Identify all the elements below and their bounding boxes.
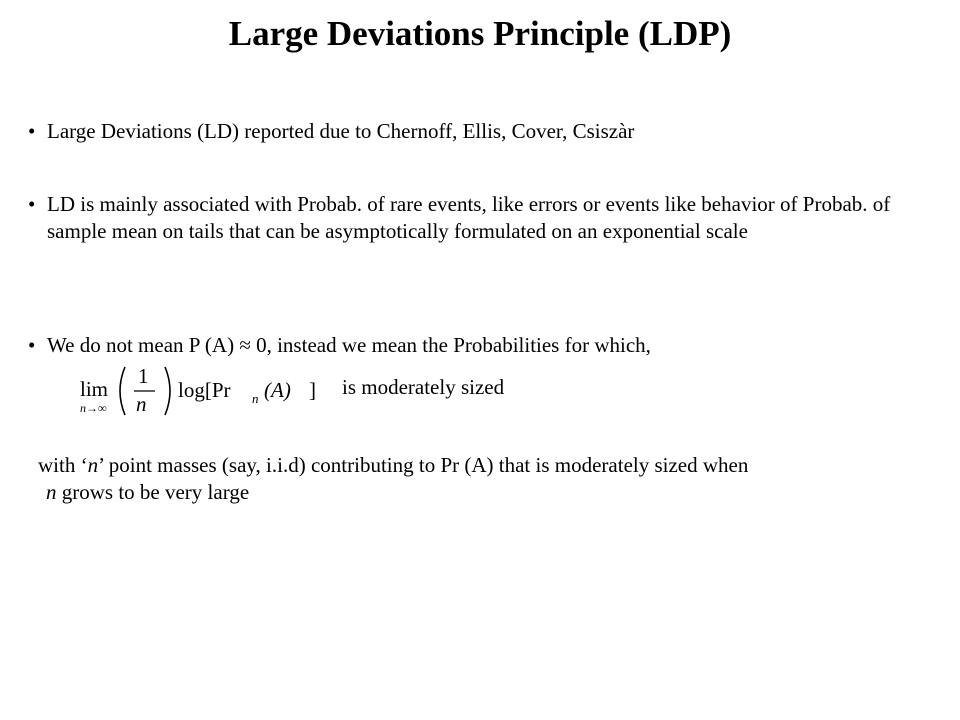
- formula-right-paren: [165, 367, 170, 415]
- formula-denominator: n: [136, 392, 147, 416]
- formula-event: (A): [264, 378, 291, 402]
- bullet-dot: •: [28, 119, 36, 143]
- formula-tail-text: is moderately sized: [342, 375, 505, 399]
- bullet-text: LD is mainly associated with Probab. of rare events, like errors or events like behavior of Probab. of sample mean on tails that can be asymptotically formulated on an exponential scale: [47, 192, 891, 243]
- formula-pr-subscript: n: [252, 391, 259, 406]
- bullet-dot: •: [28, 333, 36, 357]
- formula-numerator: 1: [138, 364, 149, 388]
- closing-paragraph: [38, 452, 943, 506]
- formula-lim-subscript: n→∞: [80, 401, 107, 415]
- closing-text-part2: ’ point masses (say, i.i.d) contributing to Pr (A) that is moderately sized when: [98, 453, 749, 477]
- bullet-text: We do not mean P (A) ≈ 0, instead we mean the Probabilities for which,: [47, 333, 651, 357]
- formula-left-paren: [120, 367, 125, 415]
- formula-lim: lim: [80, 377, 109, 401]
- limit-formula: [78, 362, 323, 420]
- closing-n-italic: n: [87, 453, 99, 477]
- formula-log-pr: log[Pr: [178, 378, 231, 402]
- slide-title: Large Deviations Principle (LDP): [228, 14, 732, 53]
- bullet-dot: •: [28, 192, 36, 216]
- closing-line2: [38, 479, 943, 506]
- formula-close-bracket: ]: [309, 378, 316, 402]
- closing-line2-n-italic: n: [46, 480, 57, 504]
- closing-text-part1: with ‘: [38, 453, 88, 477]
- bullet-text: Large Deviations (LD) reported due to Chernoff, Ellis, Cover, Csiszàr: [47, 119, 635, 143]
- closing-line2-rest: grows to be very large: [56, 480, 250, 504]
